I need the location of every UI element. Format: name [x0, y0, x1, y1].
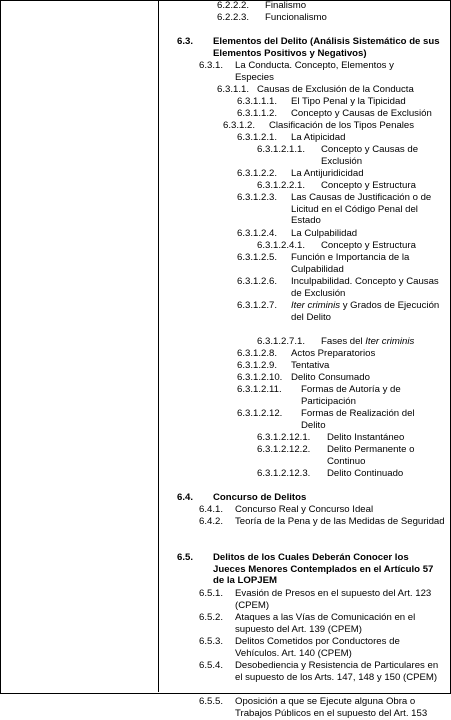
outline-item [159, 612, 449, 636]
item-number: 6.3. [177, 36, 194, 47]
item-number: 6.3.1.1. [217, 84, 250, 95]
item-text: La Culpabilidad [291, 228, 358, 239]
item-text: Concepto y Causas de Exclusión [291, 108, 432, 119]
outline-item [159, 408, 449, 432]
item-number: 6.3.1.2.1.1. [257, 144, 306, 155]
outline-item [159, 588, 449, 612]
item-text: Las Causas de Justificación o de Licitud en el Código Penal del Estado [291, 192, 432, 227]
outline-item [159, 444, 449, 468]
outline-item [159, 372, 449, 384]
item-number: 6.5.4. [199, 660, 224, 671]
item-text: La Atipicidad [291, 132, 346, 143]
outline-item [159, 168, 449, 180]
item-number: 6.3.1.2.5. [237, 252, 278, 263]
outline-item [159, 0, 449, 12]
item-text: Tentativa [291, 360, 330, 371]
item-number: 6.3.1.1.1. [237, 96, 278, 107]
item-number: 6.3.1.2.4.1. [257, 240, 306, 251]
item-number: 6.5.1. [199, 588, 224, 599]
item-text: Evasión de Presos en el supuesto del Art. 123 (CPEM) [235, 588, 432, 611]
item-number: 6.3.1.1.2. [237, 108, 278, 119]
outline-item [159, 144, 449, 168]
item-text: Funcionalismo [265, 12, 327, 23]
item-text: Oposición a que se Ejecute alguna Obra o Trabajos Públicos en el supuesto del Art. 153 [235, 696, 428, 719]
item-number: 6.3.1.2.12.2. [257, 444, 311, 455]
item-text: Concepto y Estructura [321, 240, 416, 251]
item-text: Función e Importancia de la Culpabilidad [291, 252, 410, 275]
item-number: 6.5.2. [199, 612, 224, 623]
outline-item [159, 336, 449, 348]
outline-item [159, 120, 449, 132]
item-number: 6.4.1. [199, 504, 224, 515]
outline-item [159, 348, 449, 360]
item-text-italic: Iter criminis [365, 336, 415, 347]
outline-item [159, 276, 449, 300]
outline-item [159, 252, 449, 276]
outline-item [159, 84, 449, 96]
item-number: 6.5.5. [199, 696, 224, 707]
outline-item [159, 96, 449, 108]
outline-item [159, 60, 449, 84]
item-text: Causas de Exclusión de la Conducta [257, 84, 414, 95]
item-text: Delitos de los Cuales Deberán Conocer los Jueces Menores Contemplados en el Artículo 57 de la LOPJEM [213, 552, 434, 587]
outline-item [159, 12, 449, 24]
outline-item [159, 516, 449, 540]
item-number: 6.3.1.2.4. [237, 228, 278, 239]
item-text: Delitos Cometidos por Conductores de Vehículos. Art. 140 (CPEM) [235, 636, 400, 659]
item-number: 6.3.1.2.1. [237, 132, 278, 143]
item-number: 6.3.1.2.2. [237, 168, 278, 179]
outline-item [159, 660, 449, 696]
item-text-rest: y Grados de Ejecución del Delito [291, 300, 440, 323]
outline-item [159, 504, 449, 516]
item-number: 6.3.1.2.7. [237, 300, 278, 311]
item-number: 6.3.1.2.12.1. [257, 432, 311, 443]
item-number: 6.3.1.2.6. [237, 276, 278, 287]
outline-item [159, 240, 449, 252]
item-text: Elementos del Delito (Análisis Sistemático de sus Elementos Positivos y Negativos) [213, 36, 440, 59]
item-number: 6.2.2.3. [217, 12, 250, 23]
item-number: 6.2.2.2. [217, 0, 250, 11]
section-heading [159, 36, 449, 60]
item-text: El Tipo Penal y la Tipicidad [291, 96, 406, 107]
item-text: Concepto y Causas de Exclusión [321, 144, 419, 167]
item-number: 6.3.1.2.12. [237, 408, 283, 419]
item-number: 6.5.3. [199, 636, 224, 647]
item-text: Teoría de la Pena y de las Medidas de Seguridad [235, 516, 445, 527]
item-number: 6.3.1.2.3. [237, 192, 278, 203]
item-text [291, 300, 441, 323]
outline-item [159, 636, 449, 660]
outline-item [159, 360, 449, 372]
item-text: Concurso de Delitos [213, 492, 307, 503]
item-text: La Conducta. Concepto, Elementos y Especies [235, 60, 394, 83]
item-text-rest: Fases del [321, 336, 366, 347]
item-text: Delito Consumado [291, 372, 370, 383]
item-text: Formas de Realización del Delito [301, 408, 415, 431]
item-number: 6.3.1.2.10. [237, 372, 283, 383]
item-text: Clasificación de los Tipos Penales [269, 120, 415, 131]
outline-item [159, 228, 449, 240]
item-text: La Antijuridicidad [291, 168, 364, 179]
item-text-italic: Iter criminis [291, 300, 341, 311]
outline-item [159, 192, 449, 228]
item-number: 6.3.1. [199, 60, 224, 71]
outline-item [159, 180, 449, 192]
item-number: 6.3.1.2.12.3. [257, 468, 311, 479]
item-number: 6.3.1.2.8. [237, 348, 278, 359]
item-text: Desobediencia y Resistencia de Particulares en el supuesto de los Arts. 147, 148 y 150 (CPEM) [235, 660, 439, 683]
item-number: 6.4. [177, 492, 194, 503]
item-text: Concepto y Estructura [321, 180, 416, 191]
syllabus-column [159, 0, 449, 719]
outline-item [159, 132, 449, 144]
item-text: Actos Preparatorios [291, 348, 376, 359]
outline-item [159, 468, 449, 480]
item-text: Inculpabilidad. Concepto y Causas de Exclusión [291, 276, 439, 299]
item-text: Concurso Real y Concurso Ideal [235, 504, 374, 515]
item-number: 6.5. [177, 552, 194, 563]
outline-item [159, 108, 449, 120]
outline-item [159, 696, 449, 720]
item-number: 6.3.1.2.11. [237, 384, 282, 395]
item-number: 6.3.1.2.7.1. [257, 336, 306, 347]
item-text: Formas de Autoría y de Participación [301, 384, 401, 407]
item-number: 6.4.2. [199, 516, 224, 527]
item-text: Delito Continuado [327, 468, 404, 479]
outline-item [159, 432, 449, 444]
item-text: Delito Permanente o Continuo [327, 444, 415, 467]
item-number: 6.3.1.2. [223, 120, 256, 131]
outline-item [159, 384, 449, 408]
item-text: Finalismo [265, 0, 307, 11]
item-number: 6.3.1.2.9. [237, 360, 278, 371]
item-text: Ataques a las Vías de Comunicación en el supuesto del Art. 139 (CPEM) [235, 612, 416, 635]
section-heading [159, 492, 449, 504]
item-text [321, 336, 414, 348]
outline-item [159, 300, 449, 324]
item-text: Delito Instantáneo [327, 432, 405, 443]
item-number: 6.3.1.2.2.1. [257, 180, 306, 191]
section-heading [159, 552, 449, 588]
